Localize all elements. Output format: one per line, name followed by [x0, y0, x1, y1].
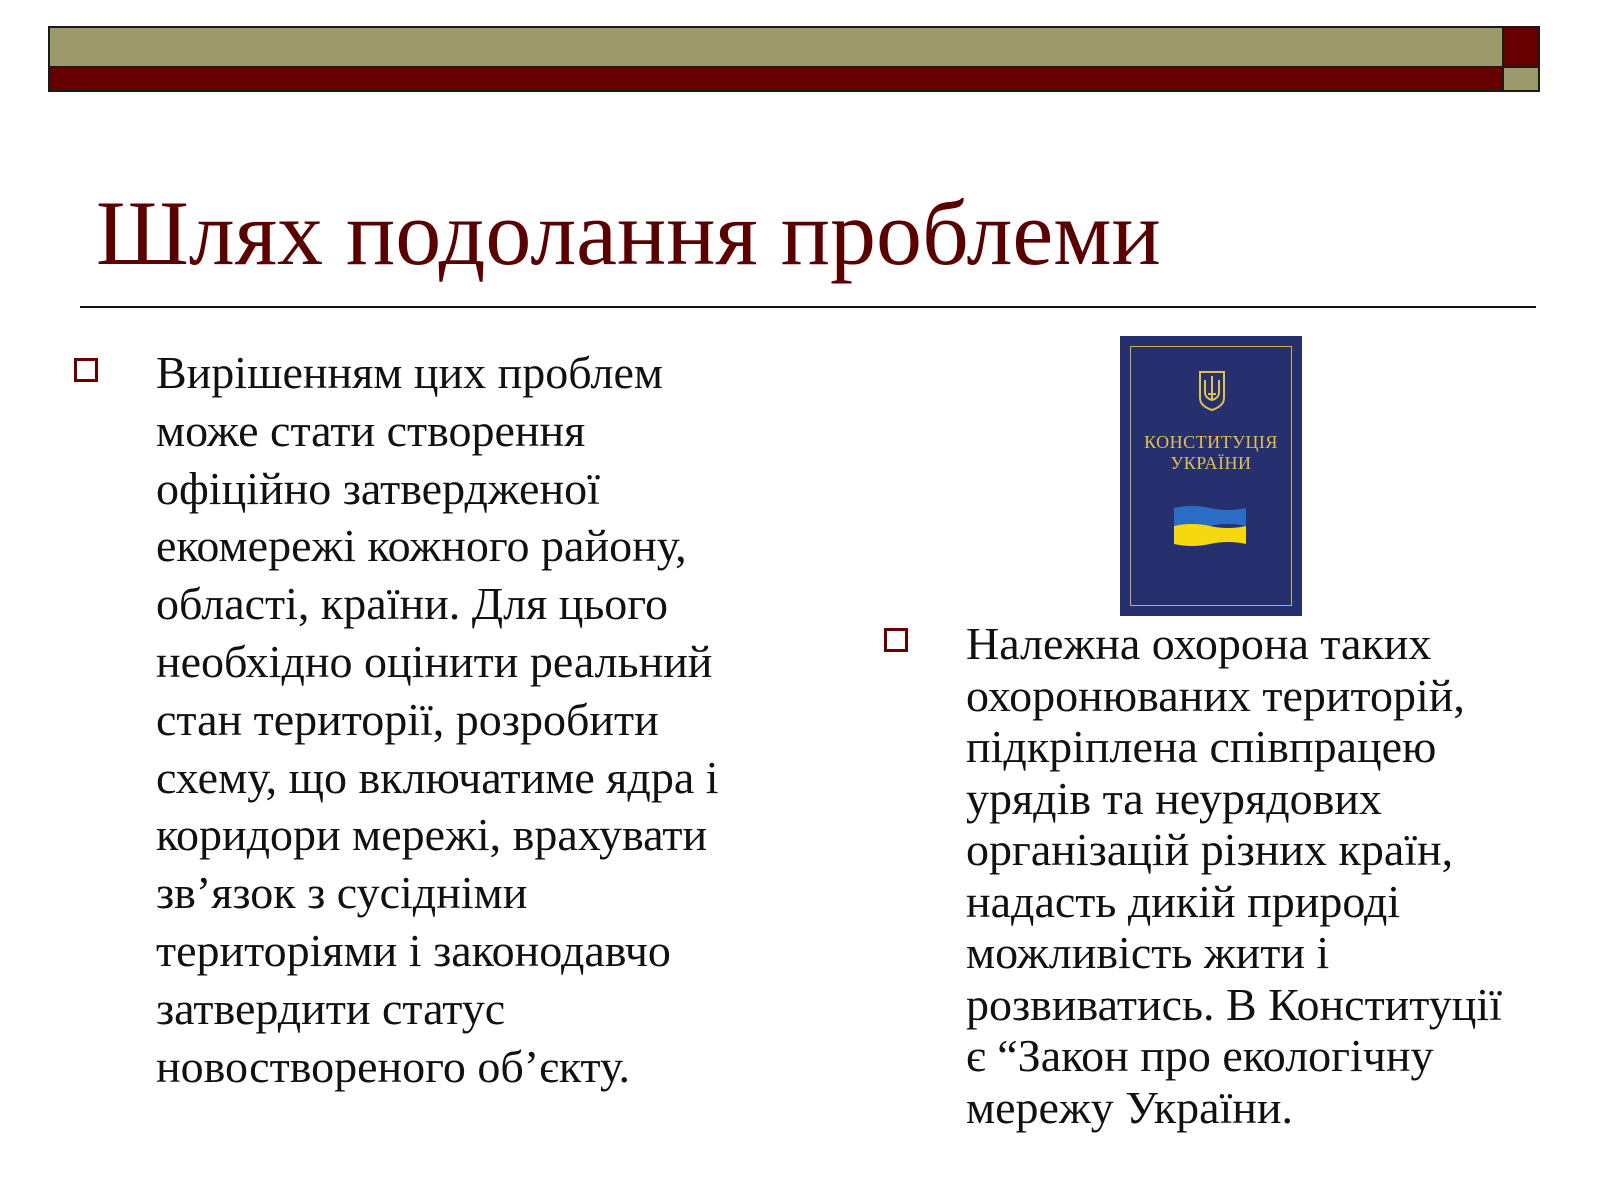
text-line: Вирішенням цих проблем	[156, 347, 664, 398]
hollow-square-bullet-icon	[884, 628, 908, 652]
text-line: стан території, розробити	[156, 693, 659, 745]
hollow-square-bullet-icon	[74, 358, 98, 382]
text-line: підкріплена співпрацею	[966, 721, 1437, 772]
right-bullet-text	[966, 618, 1600, 1133]
header-banner-maroon	[48, 66, 1540, 92]
slide-title: Шлях подолання проблеми	[96, 182, 1161, 284]
text-line: мережу України.	[966, 1081, 1294, 1133]
text-line: затвердити статус	[156, 982, 506, 1034]
text-line: охоронюваних територій,	[966, 669, 1465, 721]
title-divider	[80, 306, 1536, 308]
text-line: є “Закон про екологічну	[966, 1030, 1434, 1081]
text-line: області, країни. Для цього	[156, 578, 669, 630]
trident-emblem-icon	[1198, 370, 1226, 412]
text-line: може стати створення	[156, 404, 586, 456]
ukraine-flag-icon	[1174, 504, 1246, 548]
text-line: екомережі кожного району,	[156, 520, 687, 572]
book-title-line: КОНСТИТУЦІЯ	[1144, 432, 1278, 452]
text-line: необхідно оцінити реальний	[156, 635, 713, 687]
text-line: Належна охорона таких	[966, 618, 1432, 669]
header-corner-square-top	[1502, 26, 1540, 68]
text-line: територіями і законодавчо	[156, 924, 671, 976]
constitution-book-cover	[1120, 336, 1302, 616]
book-title	[1120, 432, 1302, 474]
text-line: розвиватись. В Конституції	[966, 978, 1502, 1030]
book-title-line: УКРАЇНИ	[1170, 453, 1252, 473]
text-line: новоствореного об’єкту.	[156, 1040, 630, 1092]
text-line: надасть дикій природі	[966, 875, 1401, 927]
header-corner-square-bottom	[1502, 66, 1540, 92]
text-line: офіційно затвердженої	[156, 462, 600, 514]
header-banner-olive	[48, 26, 1540, 68]
text-line: коридори мережі, врахувати	[156, 809, 708, 861]
text-line: зв’язок з сусідніми	[156, 867, 528, 919]
left-bullet-text	[156, 344, 846, 1095]
text-line: урядів та неурядових	[966, 772, 1382, 824]
text-line: організацій різних країн,	[966, 824, 1454, 875]
text-line: схему, що включатиме ядра і	[156, 751, 719, 803]
text-line: можливість жити і	[966, 927, 1330, 978]
